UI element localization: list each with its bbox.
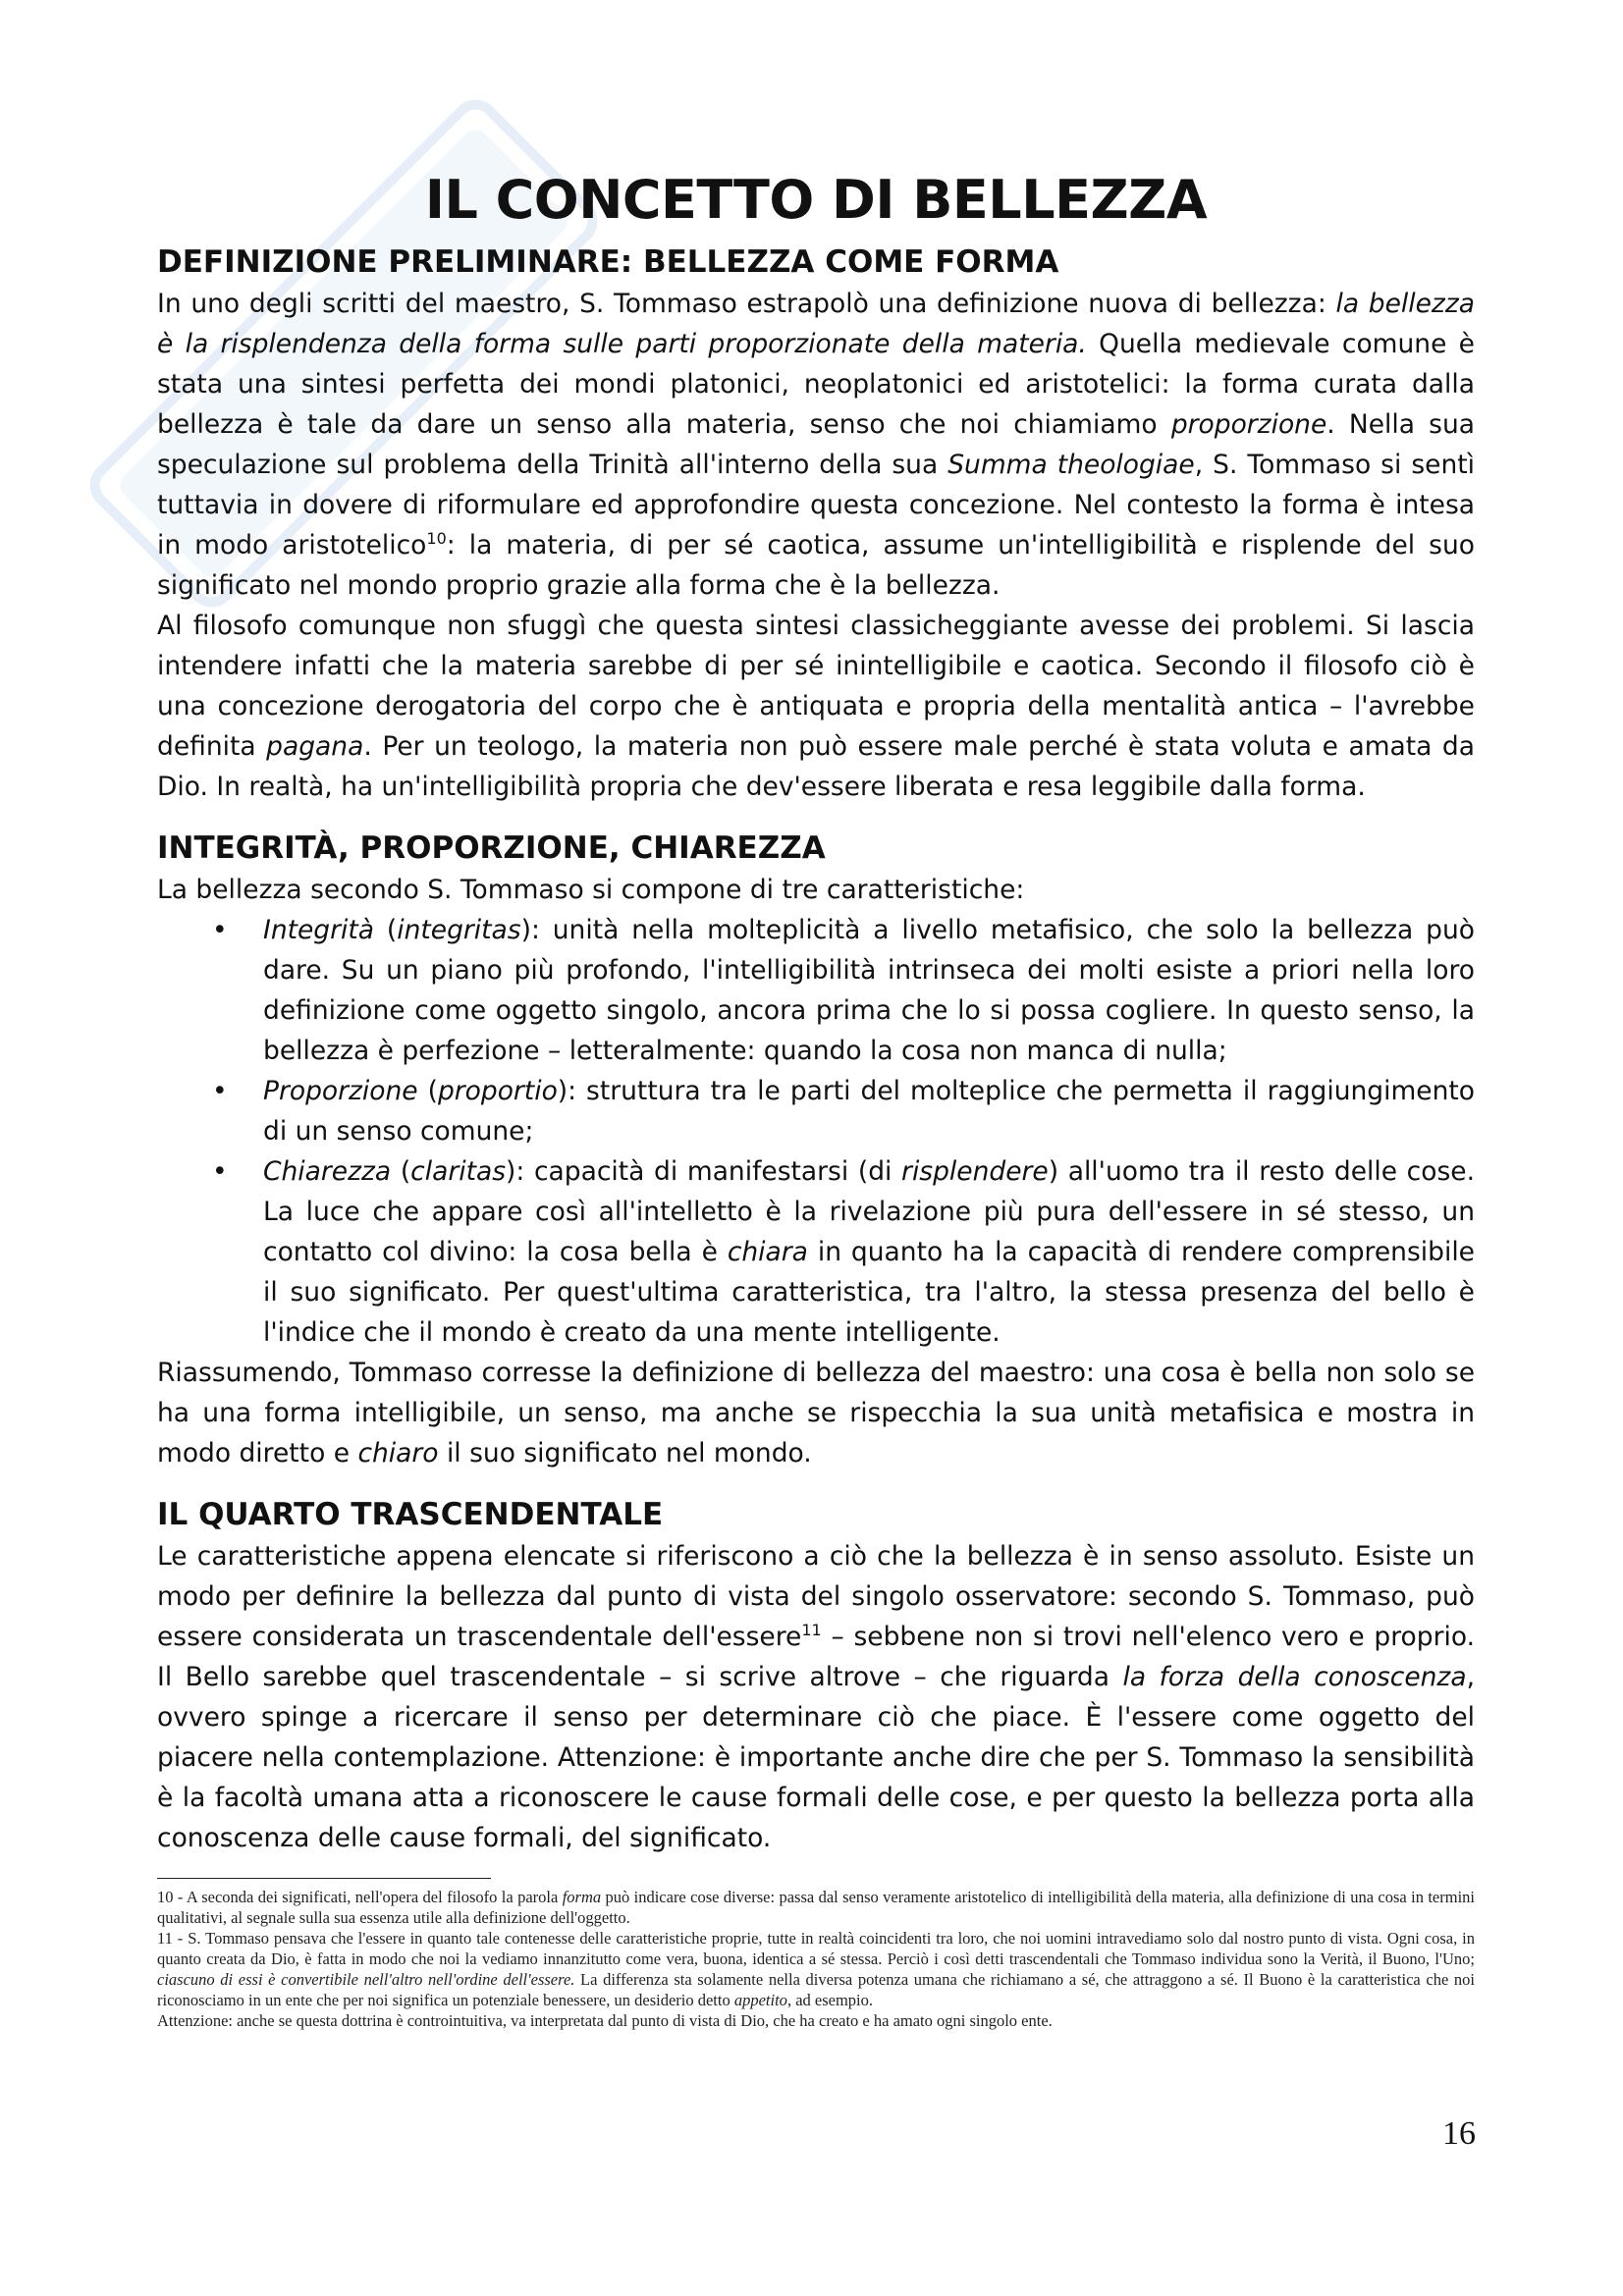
section-definizione <box>157 244 1475 807</box>
paragraph: Al filosofo comunque non sfuggì che questa sintesi classicheggiante avesse dei problemi. Si lascia intendere infatti che la materia sarebbe di per sé inintelligibile e caotica. Secondo il filosofo ciò è una concezione derogatoria del corpo che è antiquata e propria della mentalità antica – l'avrebbe definita pagana. Per un teologo, la materia non può essere male perché è stata voluta e amata da Dio. In realtà, ha un'intelligibilità propria che dev'essere liberata e resa leggibile dalla forma. <box>157 611 1475 802</box>
document-page <box>157 157 1475 2031</box>
footnotes <box>157 1887 1475 2031</box>
paragraph: La bellezza secondo S. Tommaso si compone di tre caratteristiche: <box>157 875 1025 905</box>
characteristics-list <box>157 910 1475 1353</box>
footnote-ref-10[interactable]: 10 <box>426 529 447 549</box>
page-title: IL CONCETTO DI BELLEZZA <box>424 169 1208 231</box>
footnote-11: 11 - S. Tommaso pensava che l'essere in quanto tale contenesse delle caratteristiche proprie, tutte in realtà coincidenti tra loro, che noi uomini intravediamo solo dal nostro punto di vista. Ogni cosa, in quanto creata da Dio, è fatta in modo che noi la vediamo innanzitutto come vera, buona, identica a sé stessa. Perciò i così detti trascendentali che Tommaso individua sono la Verità, il Buono, l'Uno; ciascuno di essi è convertibile nell'altro nell'ordine dell'essere. La differenza sta solamente nella diversa potenza umana che richiamano a sé, che attraggono a sé. Il Buono è la caratteristica che noi riconosciamo in un ente che per noi significa un potenziale benessere, un desiderio detto appetito, ad esempio. <box>157 1929 1475 2009</box>
footnote-ref-11[interactable]: 11 <box>801 1621 822 1640</box>
page-number: 16 <box>1442 2115 1476 2152</box>
paragraph: Riassumendo, Tommaso corresse la definizione di bellezza del maestro: una cosa è bella non solo se ha una forma intelligibile, un senso, ma anche se rispecchia la sua unità metafisica e mostra in modo diretto e chiaro il suo significato nel mondo. <box>157 1358 1475 1468</box>
list-item: • Integrità (integritas): unità nella molteplicità a livello metafisico, che solo la bellezza può dare. Su un piano più profondo, l'intelligibilità intrinseca dei molti esiste a priori nella loro definizione come oggetto singolo, ancora prima che lo si possa cogliere. In questo senso, la bellezza è perfezione – letteralmente: quando la cosa non manca di nulla; <box>263 910 1475 1071</box>
section-integrita <box>157 830 1475 1473</box>
bullet-icon: • <box>212 1156 228 1187</box>
paragraph: In uno degli scritti del maestro, S. Tommaso estrapolò una definizione nuova di bellezza: la bellezza è la risplendenza della forma sulle parti proporzionate della materia. Quella medievale comune è stata una sintesi perfetta dei mondi platonici, neoplatonici ed aristotelici: la forma curata dalla bellezza è tale da dare un senso alla materia, senso che noi chiamiamo proporzione. Nella sua speculazione sul problema della Trinità all'interno della sua Summa theologiae, S. Tommaso si sentì tuttavia in dovere di riformulare ed approfondire questa concezione. Nel contesto la forma è intesa in modo aristotelico$^{10}$: la materia, di per sé caotica, assume un'intelligibilità e risplende del suo significato nel mondo proprio grazie alla forma che è la bellezza. <box>157 289 1476 601</box>
paragraph: Le caratteristiche appena elencate si riferiscono a ciò che la bellezza è in senso assoluto. Esiste un modo per definire la bellezza dal punto di vista del singolo osservatore: secondo S. Tommaso, può essere considerata un trascendentale dell'essere$^{11}$ – sebbene non si trovi nell'elenco vero e proprio. Il Bello sarebbe quel trascendentale – si scrive altrove – che riguarda la forza della conoscenza, ovvero spinge a ricercare il senso per determinare ciò che piace. È l'essere come oggetto del piacere nella contemplazione. Attenzione: è importante anche dire che per S. Tommaso la sensibilità è la facoltà umana atta a riconoscere le cause formali delle cose, e per questo la bellezza porta alla conoscenza delle cause formali, del significato. <box>157 1541 1476 1853</box>
list-item: • Chiarezza (claritas): capacità di manifestarsi (di risplendere) all'uomo tra il resto delle cose. La luce che appare così all'intelletto è la rivelazione più pura dell'essere in sé stesso, un contatto col divino: la cosa bella è chiara in quanto ha la capacità di rendere comprensibile il suo significato. Per quest'ultima caratteristica, tra l'altro, la stessa presenza del bello è l'indice che il mondo è creato da una mente intelligente. <box>263 1151 1475 1353</box>
list-item: • Proporzione (proportio): struttura tra le parti del molteplice che permetta il raggiungimento di un senso comune; <box>263 1071 1475 1151</box>
footnote-10: 10 - A seconda dei significati, nell'opera del filosofo la parola forma può indicare cose diverse: passa dal senso veramente aristotelico di intelligibilità della materia, alla definizione di una cosa in termini qualitativi, al segnale sulla sua essenza utile alla definizione dell'oggetto. <box>157 1888 1475 1927</box>
section-heading: DEFINIZIONE PRELIMINARE: BELLEZZA COME FORMA <box>157 244 1059 280</box>
bullet-icon: • <box>212 1076 228 1106</box>
section-quarto-trascendentale <box>157 1497 1475 1858</box>
footnote-note: Attenzione: anche se questa dottrina è controintuitiva, va interpretata dal punto di vista di Dio, che ha creato e ha amato ogni singolo ente. <box>157 2011 1053 2030</box>
section-heading: INTEGRITÀ, PROPORZIONE, CHIAREZZA <box>157 830 826 866</box>
footnote-divider <box>157 1878 491 1879</box>
section-heading: IL QUARTO TRASCENDENTALE <box>157 1497 664 1532</box>
bullet-icon: • <box>212 915 228 945</box>
